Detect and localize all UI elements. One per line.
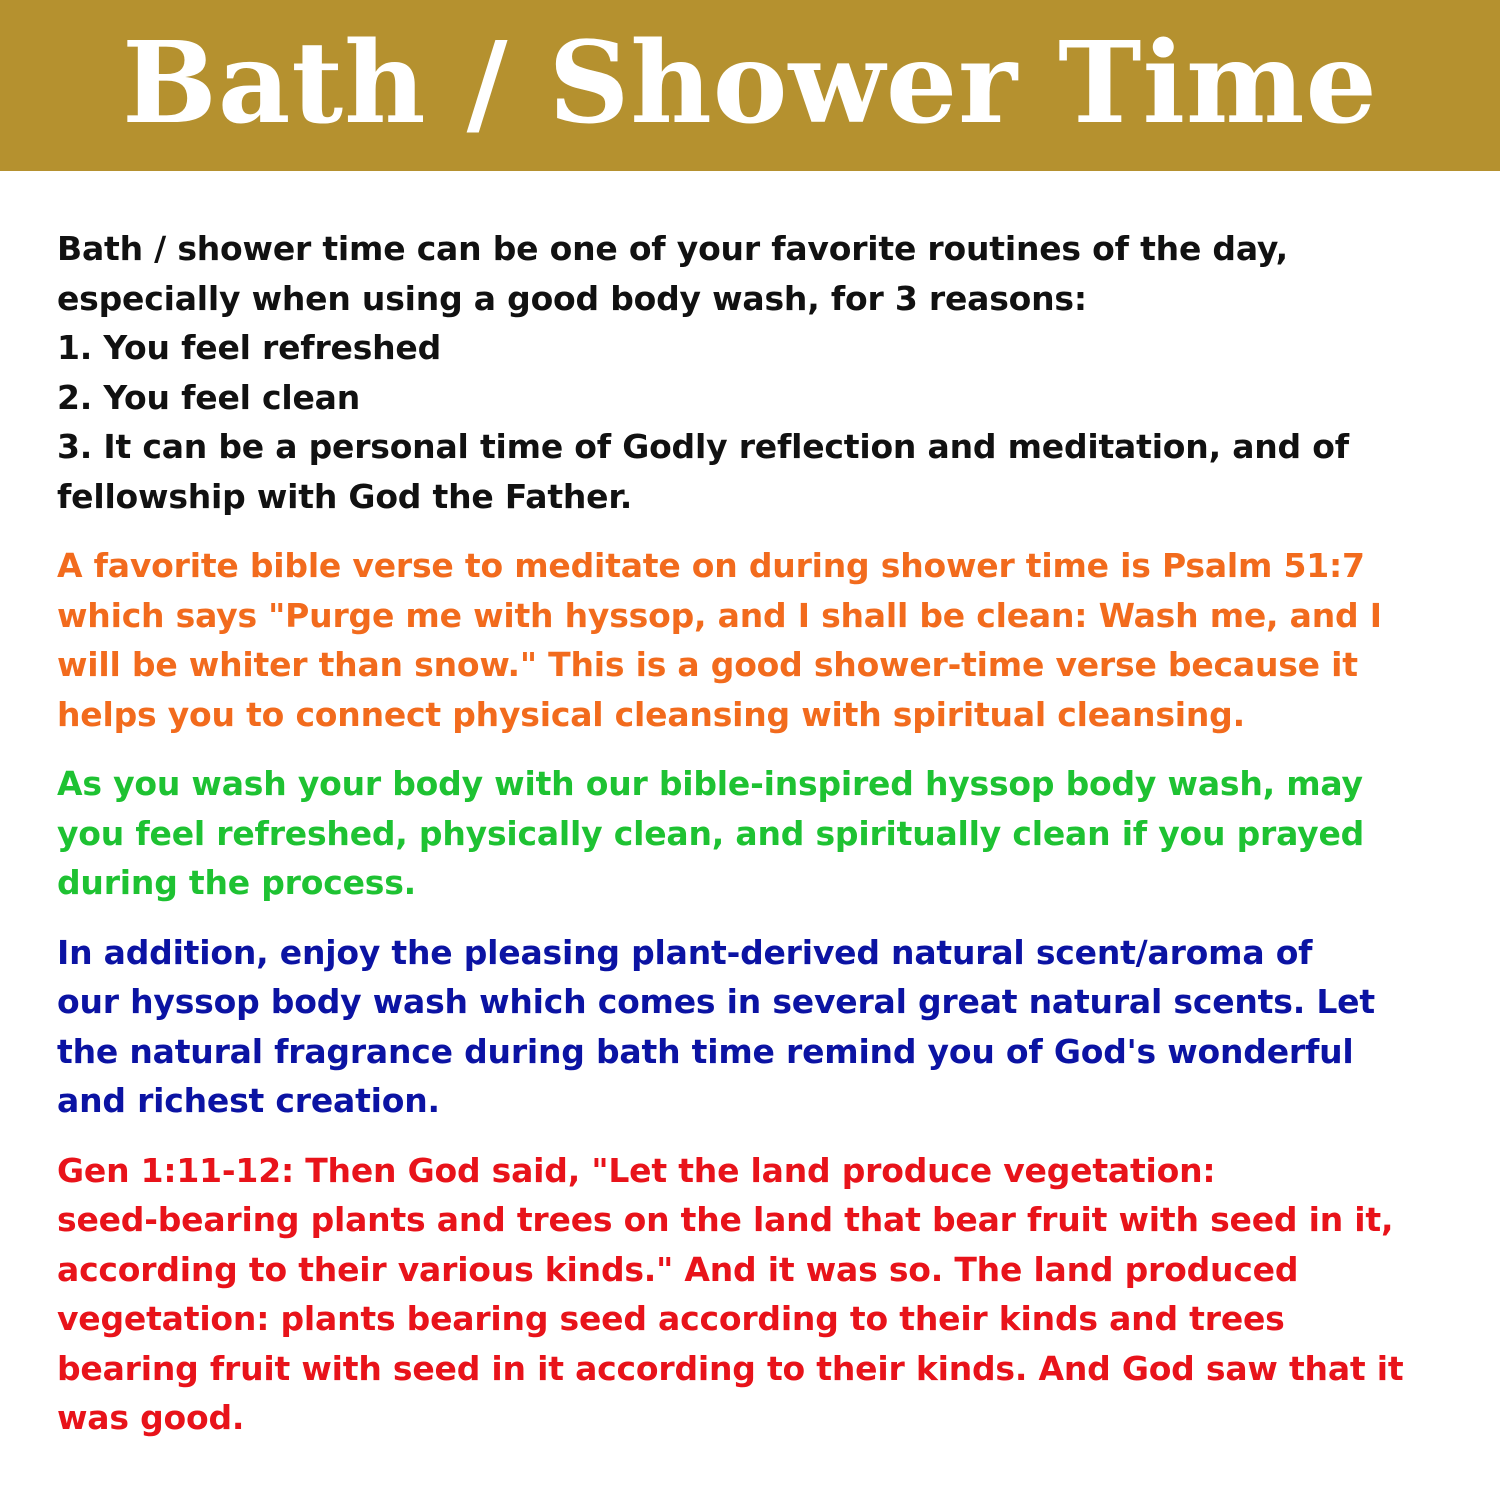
intro-line: Bath / shower time can be one of your favorite routines of the day, — [57, 229, 1288, 268]
scent-paragraph — [57, 928, 1477, 1126]
psalm-line: A favorite bible verse to meditate on during shower time is Psalm 51:7 — [57, 546, 1365, 585]
wash-line: you feel refreshed, physically clean, and spiritually clean if you prayed — [57, 813, 1365, 853]
genesis-line: according to their various kinds." And it was so. The land produced — [57, 1249, 1299, 1289]
genesis-line: Gen 1:11-12: Then God said, "Let the land produce vegetation: — [57, 1150, 1216, 1190]
title-banner — [0, 0, 1500, 171]
intro-line: fellowship with God the Father. — [57, 476, 633, 516]
scent-line: our hyssop body wash which comes in several great natural scents. Let — [57, 982, 1375, 1021]
page-title: Bath / Shower Time — [122, 17, 1378, 149]
psalm-line: helps you to connect physical cleansing with spiritual cleansing. — [57, 694, 1245, 734]
scent-line: In addition, enjoy the pleasing plant-derived natural scent/aroma of — [57, 932, 1313, 972]
genesis-line: seed-bearing plants and trees on the land that bear fruit with seed in it, — [57, 1200, 1394, 1239]
reason-item-3: 3. It can be a personal time of Godly reflection and meditation, and of — [57, 427, 1349, 466]
reason-item-1: 1. You feel refreshed — [57, 328, 442, 367]
reason-item-2: 2. You feel clean — [57, 377, 361, 417]
scent-line: and richest creation. — [57, 1081, 440, 1120]
genesis-paragraph — [57, 1146, 1477, 1443]
psalm-line: will be whiter than snow." This is a good shower-time verse because it — [57, 645, 1358, 684]
main-content — [57, 224, 1477, 1443]
wash-paragraph — [57, 759, 1477, 908]
genesis-line: bearing fruit with seed in it according to their kinds. And God saw that it — [57, 1348, 1404, 1388]
wash-line: during the process. — [57, 863, 416, 902]
psalm-line: which says "Purge me with hyssop, and I shall be clean: Wash me, and I — [57, 595, 1382, 635]
genesis-line: was good. — [57, 1398, 245, 1437]
genesis-line: vegetation: plants bearing seed according to their kinds and trees — [57, 1299, 1285, 1338]
scent-line: the natural fragrance during bath time remind you of God's wonderful — [57, 1031, 1354, 1071]
intro-line: especially when using a good body wash, for 3 reasons: — [57, 278, 1087, 318]
intro-paragraph — [57, 224, 1477, 521]
wash-line: As you wash your body with our bible-inspired hyssop body wash, may — [57, 764, 1363, 803]
psalm-paragraph — [57, 541, 1477, 739]
